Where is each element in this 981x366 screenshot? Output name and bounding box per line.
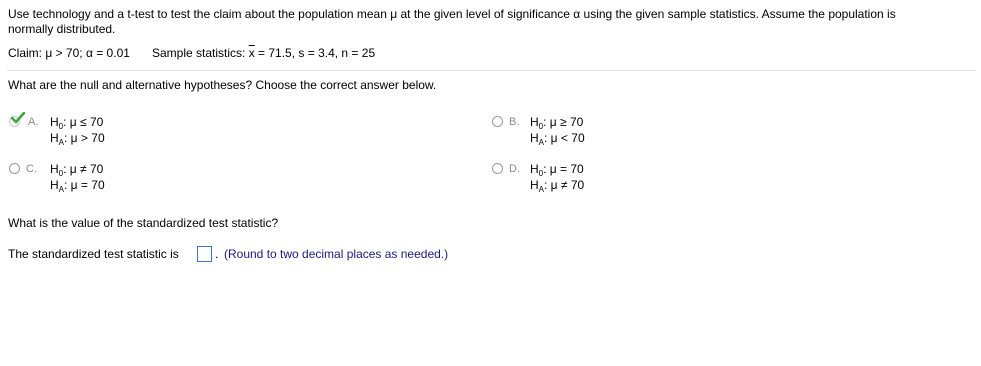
part1-prompt: What are the null and alternative hypotheses? Choose the correct answer below. <box>8 78 437 92</box>
option-b-h0: $H_0$: μ ≥ 70 <box>530 115 584 131</box>
part2-prompt: What is the value of the standardized test statistic? <box>8 216 279 230</box>
answer-input[interactable] <box>197 246 212 262</box>
option-d-letter: D. <box>509 163 520 175</box>
radio-c[interactable] <box>9 163 20 174</box>
option-a-ha: $H_A$: μ > 70 <box>50 131 105 147</box>
option-c-h0: $H_0$: μ ≠ 70 <box>50 162 104 178</box>
radio-d[interactable] <box>492 163 503 174</box>
question-text-line2: normally distributed. <box>8 22 116 36</box>
rounding-hint: (Round to two decimal places as needed.) <box>224 247 449 261</box>
claim-text: Claim: μ > 70; α = 0.01 <box>8 46 130 60</box>
xbar-symbol: $\overline{x}$ <box>248 46 255 60</box>
option-a-h0: $H_0$: μ ≤ 70 <box>50 115 104 131</box>
option-b-letter: B. <box>509 116 520 128</box>
divider <box>7 70 976 71</box>
radio-b[interactable] <box>492 116 503 127</box>
sample-stats-label: Sample statistics: <box>152 46 249 60</box>
question-text-line1: Use technology and a t-test to test the claim about the population mean μ at the given level of significance α using the given sample statistics. Assume the population is <box>8 7 896 21</box>
option-c-letter: C. <box>26 163 37 175</box>
sample-statistics <box>152 46 375 61</box>
option-a-letter: A. <box>28 116 39 128</box>
checkmark-icon <box>11 112 25 124</box>
option-a[interactable] <box>9 115 209 147</box>
option-c[interactable] <box>9 162 209 194</box>
option-c-ha: $H_A$: μ = 70 <box>50 178 105 194</box>
answer-label: The standardized test statistic is <box>8 247 179 261</box>
option-d[interactable] <box>492 162 692 194</box>
option-d-ha: $H_A$: μ ≠ 70 <box>530 178 585 194</box>
answer-suffix: . <box>215 247 219 261</box>
sample-stats-values: = 71.5, s = 3.4, n = 25 <box>254 46 376 60</box>
option-b-ha: $H_A$: μ < 70 <box>530 131 585 147</box>
option-b[interactable] <box>492 115 692 147</box>
option-d-h0: $H_0$: μ = 70 <box>530 162 584 178</box>
